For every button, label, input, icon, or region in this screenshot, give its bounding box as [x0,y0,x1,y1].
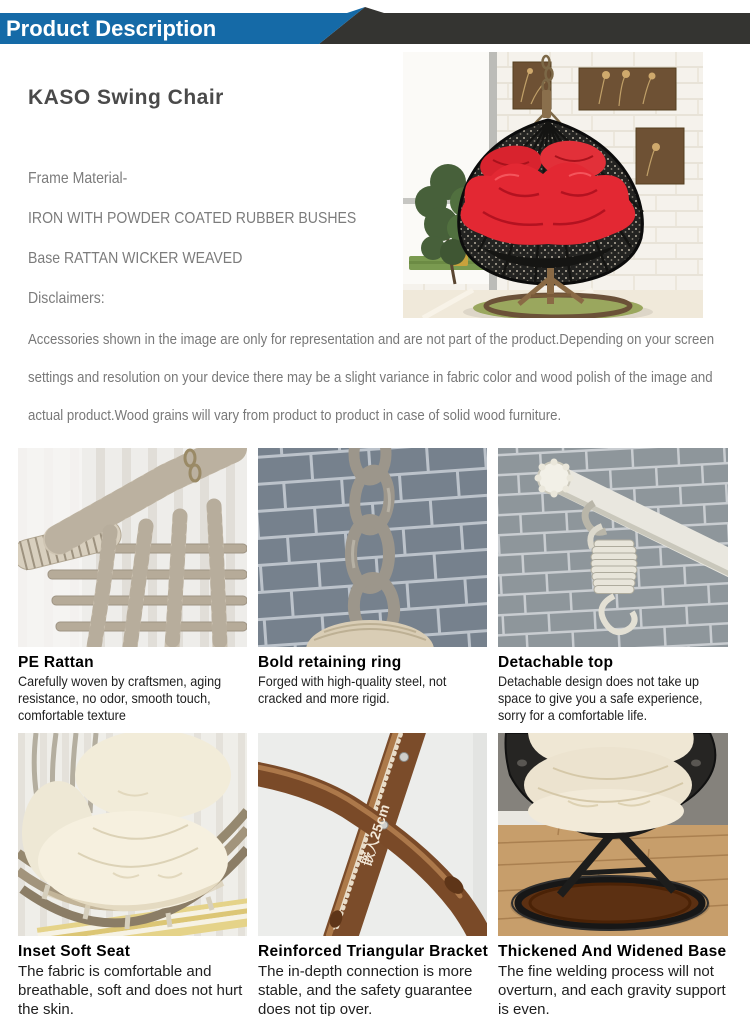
feature-image-triangular-bracket [258,733,487,936]
feature-row-2 [18,733,728,1016]
feature-body: The fabric is comfortable and breathable, soft and does not hurt the skin. [18,963,243,1016]
section-title: Product Description [6,16,217,41]
disclaimer-line: actual product.Wood grains will vary from product to product in case of solid wood furniture. [28,407,562,424]
product-photo-swing-chair [403,52,703,318]
feature-title: Inset Soft Seat [18,943,131,960]
feature-card-pe-rattan [18,448,247,724]
spec-line: Frame Material- [28,170,128,187]
feature-card-widened-base [498,733,728,1016]
section-banner [0,0,750,50]
feature-image-spring-hook [498,448,728,647]
spec-line: Disclaimers: [28,290,105,307]
banner-dark-ribbon [319,7,750,44]
tube-measure-label: 嵌入25cm [357,802,393,868]
feature-title: Thickened And Widened Base [498,943,727,960]
feature-card-soft-seat [18,733,247,1016]
feature-body: Carefully woven by craftsmen, aging resistance, no odor, smooth touch, comfortable texture [18,673,222,723]
feature-title: Detachable top [498,654,614,671]
feature-card-detachable-top [498,448,728,724]
feature-title: Reinforced Triangular Bracket [258,943,489,960]
feature-body: Detachable design does not take up space to give you a safe experience, sorry for a comfortable life. [498,673,703,723]
feature-body: Forged with high-quality steel, not cracked and more rigid. [258,673,447,706]
feature-card-triangular-bracket [258,733,487,1016]
feature-body: The in-depth connection is more stable, and the safety guarantee does not tip over. [258,963,473,1016]
feature-row-1 [18,448,728,724]
feature-card-retaining-ring [258,448,487,724]
spec-line: IRON WITH POWDER COATED RUBBER BUSHES [28,210,357,227]
feature-image-steel-chain [258,448,487,647]
feature-body: The fine welding process will not overturn, and each gravity support is even. [498,963,726,1016]
disclaimer-line: Accessories shown in the image are only for representation and are not part of the product.Depending on your screen [28,331,715,348]
feature-title: Bold retaining ring [258,654,402,671]
feature-image-pe-rattan [18,448,247,647]
cream-cushion [524,733,694,833]
feature-image-soft-seat [18,733,247,936]
spring-coil [591,540,637,594]
disclaimer-line: settings and resolution on your device there may be a slight variance in fabric color and wood polish of the image and [28,369,713,386]
feature-image-widened-base [498,733,728,936]
spec-line: Base RATTAN WICKER WEAVED [28,250,243,267]
feature-title: PE Rattan [18,654,94,671]
product-title: KASO Swing Chair [28,86,224,109]
